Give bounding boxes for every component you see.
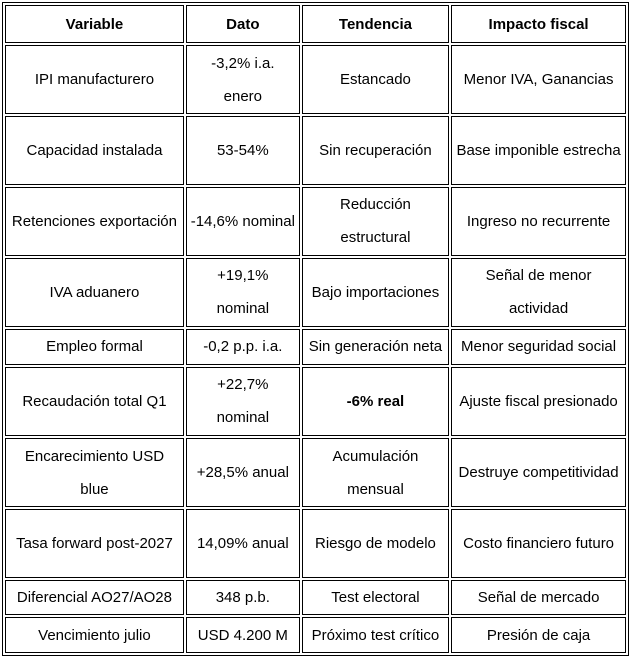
- cell-impacto-fiscal: Menor IVA, Ganancias: [451, 45, 626, 114]
- table-row: [5, 329, 626, 365]
- cell-variable: Tasa forward post-2027: [5, 509, 184, 577]
- cell-variable: Retenciones exportación: [5, 187, 184, 256]
- table-row: [5, 617, 626, 653]
- cell-dato: +22,7% nominal: [186, 367, 300, 436]
- cell-impacto-fiscal: Señal de mercado: [451, 580, 626, 616]
- cell-impacto-fiscal: Ingreso no recurrente: [451, 187, 626, 256]
- cell-variable: Empleo formal: [5, 329, 184, 365]
- column-header-variable: Variable: [5, 5, 184, 43]
- cell-impacto-fiscal: Base imponible estrecha: [451, 116, 626, 184]
- cell-tendencia: Riesgo de modelo: [302, 509, 449, 577]
- cell-dato: USD 4.200 M: [186, 617, 300, 653]
- cell-tendencia: Próximo test crítico: [302, 617, 449, 653]
- table-row: [5, 258, 626, 327]
- cell-tendencia: Reducción estructural: [302, 187, 449, 256]
- cell-variable: Capacidad instalada: [5, 116, 184, 184]
- column-header-dato: Dato: [186, 5, 300, 43]
- table-row: [5, 187, 626, 256]
- table-row: [5, 45, 626, 114]
- table-row: [5, 116, 626, 184]
- cell-tendencia-highlight: -6% real: [302, 367, 449, 436]
- cell-impacto-fiscal: Señal de menor actividad: [451, 258, 626, 327]
- cell-dato: 53-54%: [186, 116, 300, 184]
- table-row: [5, 580, 626, 616]
- table-row: [5, 438, 626, 507]
- cell-impacto-fiscal: Ajuste fiscal presionado: [451, 367, 626, 436]
- cell-variable: IPI manufacturero: [5, 45, 184, 114]
- cell-variable: Diferencial AO27/AO28: [5, 580, 184, 616]
- fiscal-indicators-table: [3, 3, 628, 655]
- cell-tendencia: Sin generación neta: [302, 329, 449, 365]
- cell-variable: Encarecimiento USD blue: [5, 438, 184, 507]
- cell-dato: -0,2 p.p. i.a.: [186, 329, 300, 365]
- cell-variable: IVA aduanero: [5, 258, 184, 327]
- cell-impacto-fiscal: Menor seguridad social: [451, 329, 626, 365]
- cell-impacto-fiscal: Destruye competitividad: [451, 438, 626, 507]
- cell-dato: -3,2% i.a. enero: [186, 45, 300, 114]
- table-row: [5, 367, 626, 436]
- cell-dato: +19,1% nominal: [186, 258, 300, 327]
- cell-tendencia: Test electoral: [302, 580, 449, 616]
- cell-variable: Vencimiento julio: [5, 617, 184, 653]
- cell-tendencia: Estancado: [302, 45, 449, 114]
- cell-tendencia: Bajo importaciones: [302, 258, 449, 327]
- cell-dato: +28,5% anual: [186, 438, 300, 507]
- column-header-tendencia: Tendencia: [302, 5, 449, 43]
- cell-impacto-fiscal: Presión de caja: [451, 617, 626, 653]
- column-header-impacto-fiscal: Impacto fiscal: [451, 5, 626, 43]
- cell-impacto-fiscal: Costo financiero futuro: [451, 509, 626, 577]
- cell-variable: Recaudación total Q1: [5, 367, 184, 436]
- data-table-frame: [2, 2, 629, 656]
- cell-dato: -14,6% nominal: [186, 187, 300, 256]
- cell-dato: 348 p.b.: [186, 580, 300, 616]
- cell-dato: 14,09% anual: [186, 509, 300, 577]
- cell-tendencia: Sin recuperación: [302, 116, 449, 184]
- table-row: [5, 509, 626, 577]
- cell-tendencia: Acumulación mensual: [302, 438, 449, 507]
- table-header-row: [5, 5, 626, 43]
